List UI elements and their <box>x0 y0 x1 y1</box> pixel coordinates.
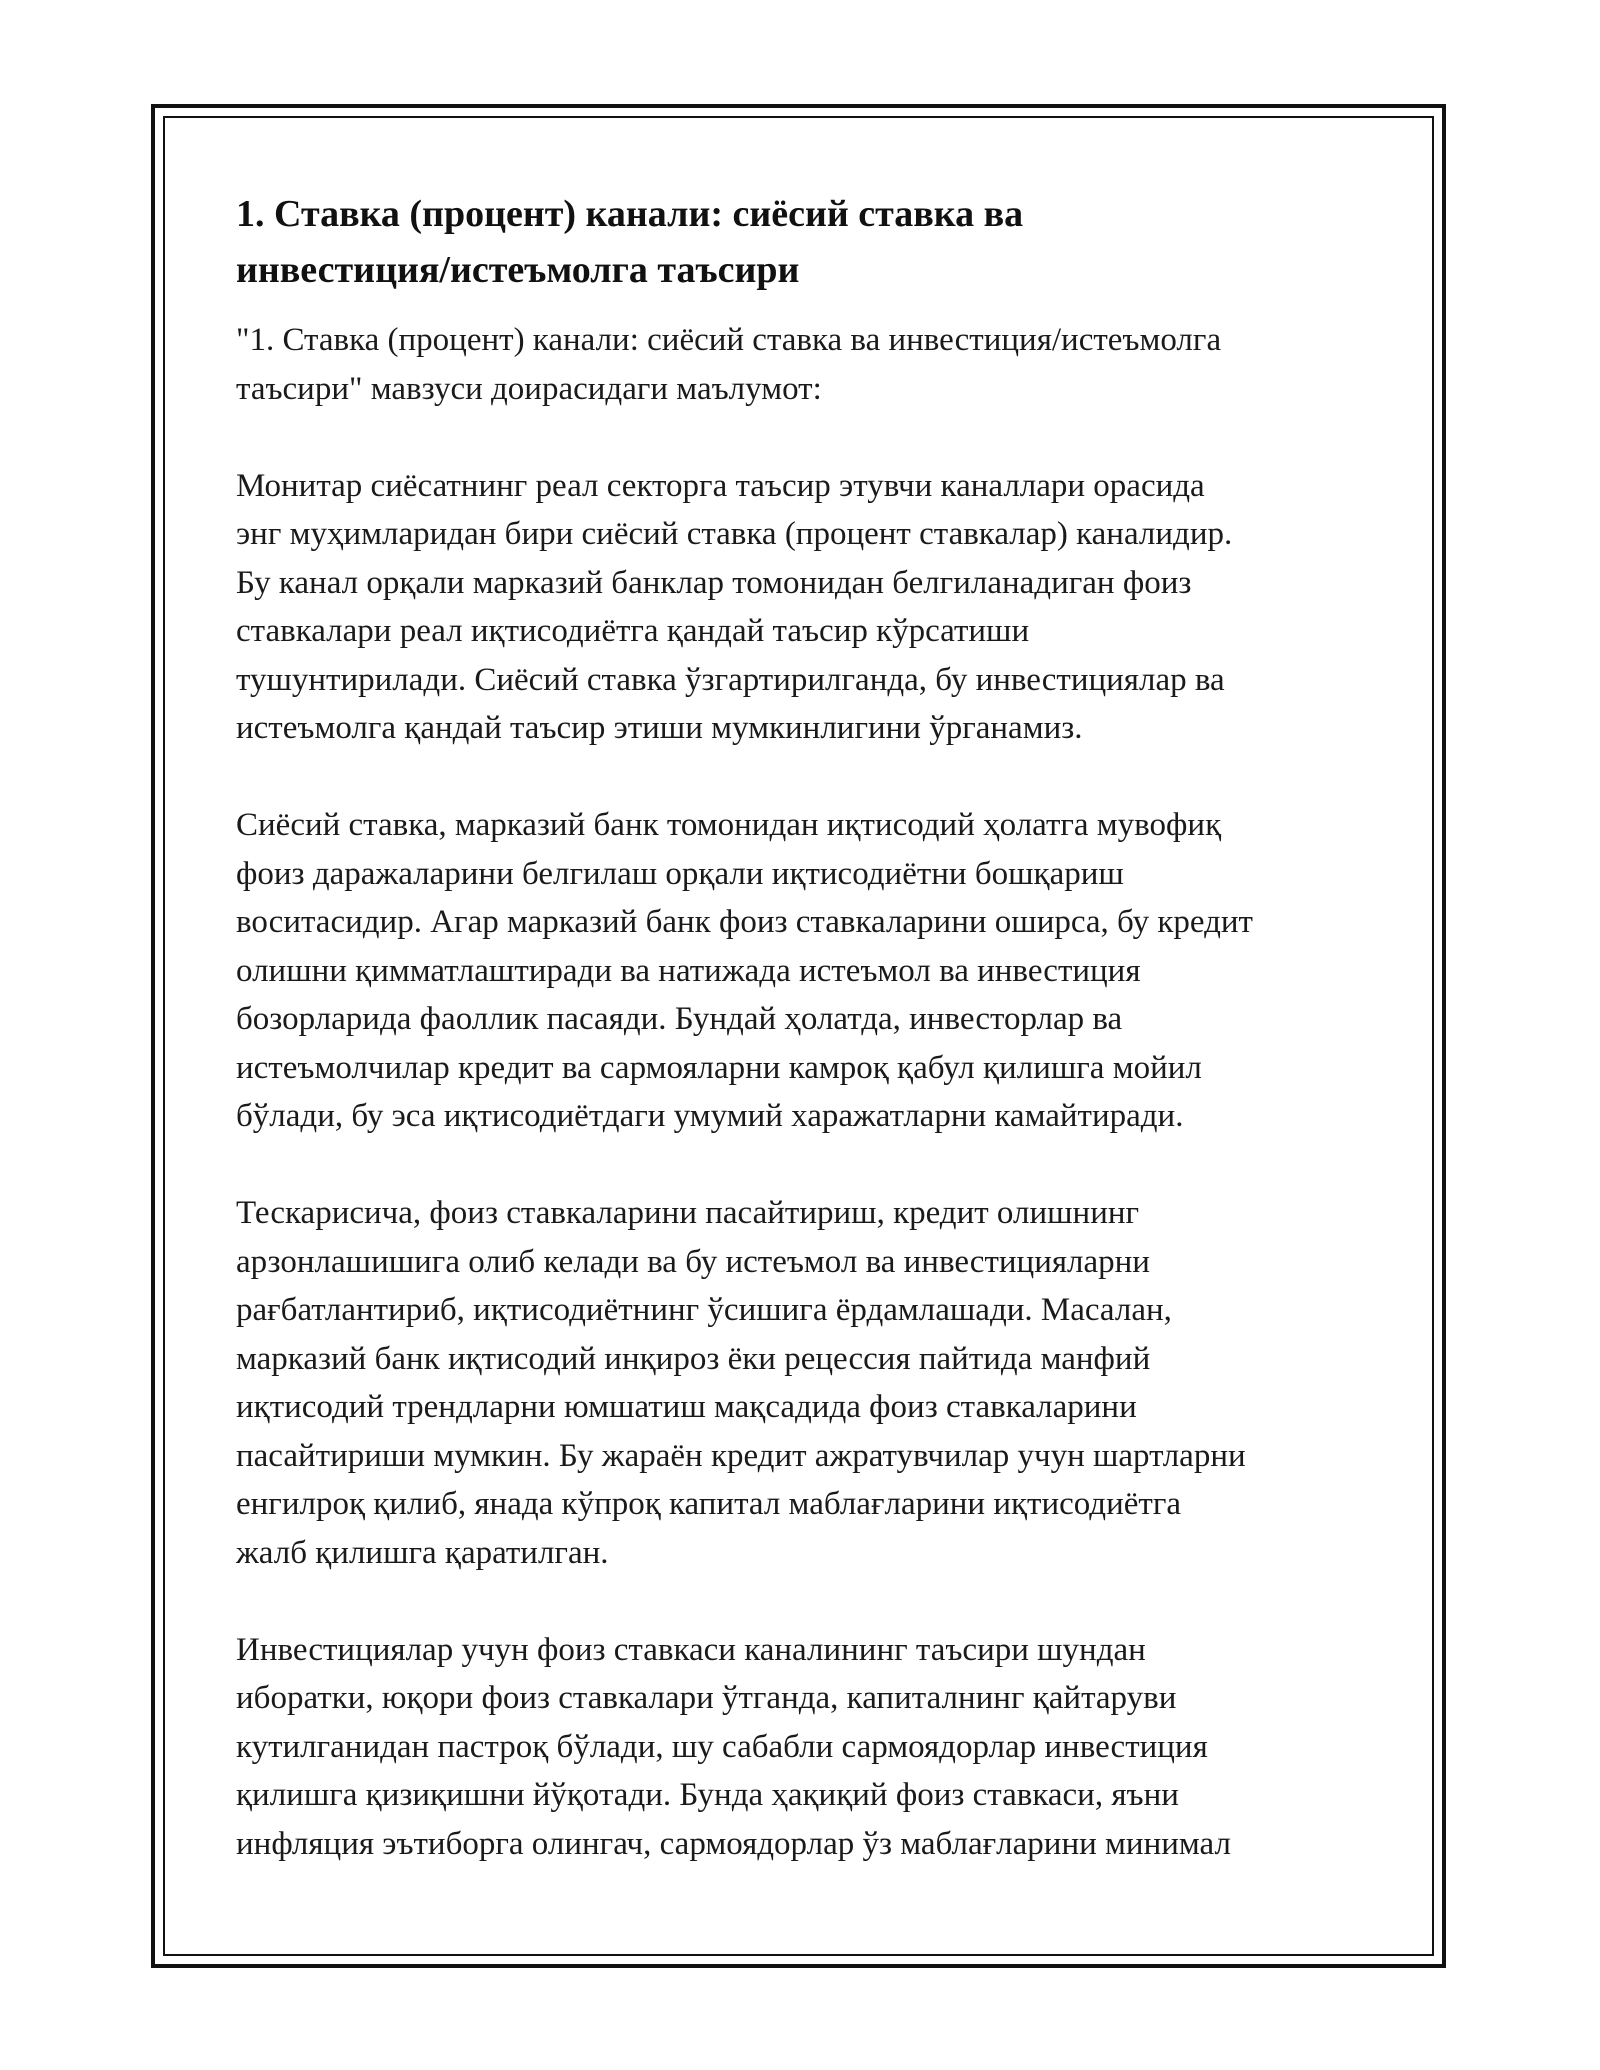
text-line: кутилганидан пастроқ бўлади, шу сабабли сармоядорлар инвестиция <box>236 1728 1208 1765</box>
text-line: ставкалари реал иқтисодиётга қандай таъсир кўрсатиши <box>236 613 1030 649</box>
text-line: қилишга қизиқишни йўқотади. Бунда ҳақиқий фоиз ставкаси, яъни <box>236 1777 1179 1813</box>
text-line: олишни қимматлаштиради ва натижада истеъмол ва инвестиция <box>236 952 1141 989</box>
paragraph <box>236 1189 1366 1577</box>
text-line: инфляция эътиборга олингач, сармоядорлар ўз маблағларини минимал <box>236 1825 1231 1862</box>
paragraph <box>236 1626 1366 1869</box>
text-line: воситасидир. Агар марказий банк фоиз ставкаларини оширса, бу кредит <box>236 904 1253 940</box>
text-line: Тескарисича, фоиз ставкаларини пасайтириш, кредит олишнинг <box>236 1195 1140 1231</box>
text-line: жалб қилишга қаратилган. <box>236 1534 609 1571</box>
text-line: Сиёсий ставка, марказий банк томонидан иқтисодий ҳолатга мувофиқ <box>236 807 1222 843</box>
text-line: истеъмолга қандай таъсир этиши мумкинлигини ўрганамиз. <box>236 710 1083 746</box>
title-line: 1. Ставка (процент) канали: сиёсий ставка ва <box>236 193 1024 235</box>
text-line: энг муҳимларидан бири сиёсий ставка (процент ставкалар) каналидир. <box>236 516 1233 552</box>
text-line: рағбатлантириб, иқтисодиётнинг ўсишига ёрдамлашади. Масалан, <box>236 1292 1172 1328</box>
text-line: Бу канал орқали марказий банклар томонидан белгиланадиган фоиз <box>236 564 1192 601</box>
text-line: марказий банк иқтисодий инқироз ёки рецессия пайтида манфий <box>236 1340 1151 1377</box>
document-title <box>236 186 1366 298</box>
title-line: инвестиция/истеъмолга таъсири <box>236 249 800 291</box>
text-line: пасайтириши мумкин. Бу жараён кредит ажратувчилар учун шартларни <box>236 1437 1246 1474</box>
text-line: арзонлашишига олиб келади ва бу истеъмол ва инвестицияларни <box>236 1243 1150 1280</box>
text-line: Монитар сиёсатнинг реал секторга таъсир этувчи каналлари орасида <box>236 467 1205 504</box>
text-line: тушунтирилади. Сиёсий ставка ўзгартирилганда, бу инвестициялар ва <box>236 661 1225 698</box>
text-line: истеъмолчилар кредит ва сармояларни камроқ қабул қилишга мойил <box>236 1049 1202 1086</box>
paragraph <box>236 462 1366 753</box>
text-line: енгилроқ қилиб, янада кўпроқ капитал маблағларини иқтисодиётга <box>236 1486 1181 1522</box>
text-line: бозорларида фаоллик пасаяди. Бундай ҳолатда, инвесторлар ва <box>236 1001 1123 1037</box>
text-line: Инвестициялар учун фоиз ставкаси каналининг таъсири шундан <box>236 1631 1146 1668</box>
text-line: "1. Ставка (процент) канали: сиёсий ставка ва инвестиция/истеъмолга <box>236 322 1222 358</box>
paragraph <box>236 801 1366 1141</box>
text-line: фоиз даражаларини белгилаш орқали иқтисодиётни бошқариш <box>236 855 1124 892</box>
text-line: таъсири" мавзуси доирасидаги маълумот: <box>236 370 822 407</box>
text-line: иқтисодий трендларни юмшатиш мақсадида фоиз ставкаларини <box>236 1389 1137 1425</box>
document-body <box>236 186 1366 1917</box>
text-line: бўлади, бу эса иқтисодиётдаги умумий харажатларни камайтиради. <box>236 1098 1184 1134</box>
intro-paragraph <box>236 316 1366 413</box>
text-line: иборатки, юқори фоиз ставкалари ўтганда, капиталнинг қайтаруви <box>236 1680 1177 1716</box>
